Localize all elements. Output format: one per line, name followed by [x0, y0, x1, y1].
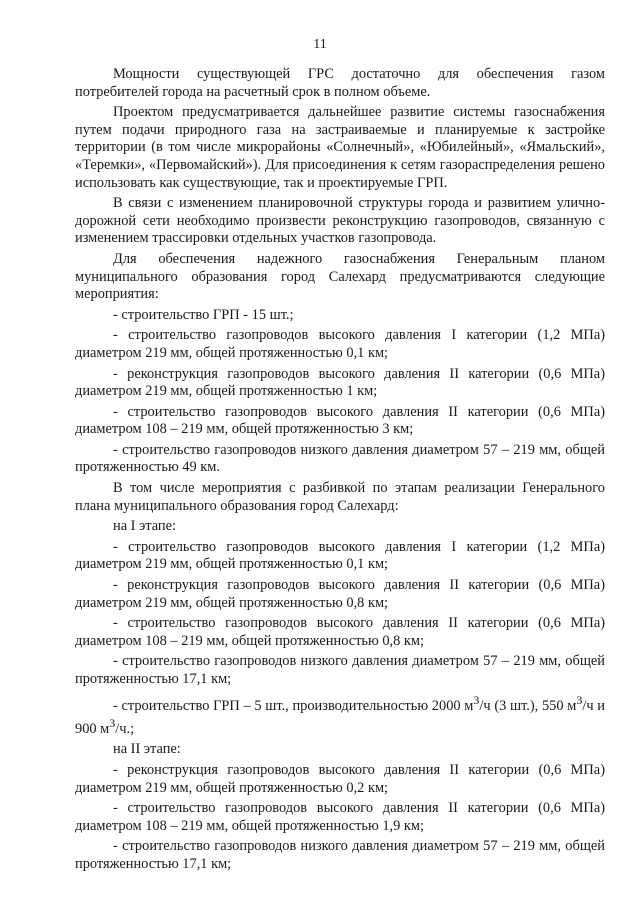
cubic-superscript: 3 — [473, 692, 480, 707]
grp-text-part: /ч и 900 м — [75, 697, 605, 737]
list-item-grp-stage-1 — [75, 692, 605, 739]
grp-text-part: - строительство ГРП – 5 шт., производительностью 2000 м — [113, 697, 474, 714]
list-item: - строительство газопроводов высокого давления II категории (0,6 МПа) диаметром 108 – 219 мм, общей протяженностью 1,9 км; — [75, 800, 605, 834]
cubic-superscript: 3 — [576, 692, 583, 707]
list-item: - строительство газопроводов высокого давления II категории (0,6 МПа) диаметром 108 – 219 мм, общей протяженностью 3 км; — [75, 403, 605, 438]
list-item: - строительство газопроводов низкого давления диаметром 57 – 219 мм, общей протяженностью 17,1 км; — [75, 838, 605, 872]
list-item: - реконструкция газопроводов высокого давления II категории (0,6 МПа) диаметром 219 мм, общей протяженностью 1 км; — [75, 365, 605, 400]
cubic-superscript: 3 — [109, 715, 116, 730]
page-number: 11 — [313, 37, 327, 52]
grp-text-part: /ч (3 шт.), 550 м — [479, 697, 577, 714]
stage-2-label: на II этапе: — [113, 741, 181, 758]
stage-1-label: на I этапе: — [113, 518, 177, 535]
paragraph-reconstruction: В связи с изменением планировочной структуры города и развитием улично-дорожной сети необходимо произвести реконструкцию газопроводов, связанную с изменением трассировки отдельных участков газопровода. — [75, 195, 605, 247]
paragraph-gas-development: Проектом предусматривается дальнейшее развитие системы газоснабжения путем подачи природного газа на застраиваемые и планируемые к застройке территории (в том числе микрорайоны «Солнечный», «Юбилейный», «Ямальский», «Теремки», «Первомайский»). Для присоединения к сетям газораспределения решено использовать как существующие, так и проектируемые ГРП. — [75, 104, 605, 191]
list-item: - строительство газопроводов низкого давления диаметром 57 – 219 мм, общей протяженностью 17,1 км; — [75, 653, 605, 687]
list-item: - строительство ГРП - 15 шт.; — [113, 306, 294, 323]
document-body — [75, 66, 605, 877]
list-item: - реконструкция газопроводов высокого давления II категории (0,6 МПа) диаметром 219 мм, общей протяженностью 0,2 км; — [75, 761, 605, 796]
list-item: - строительство газопроводов высокого давления I категории (1,2 МПа) диаметром 219 мм, общей протяженностью 0,1 км; — [75, 538, 605, 573]
paragraph-stages-intro: В том числе мероприятия с разбивкой по этапам реализации Генерального плана муниципального образования город Салехард: — [75, 480, 605, 514]
list-item: - реконструкция газопроводов высокого давления II категории (0,6 МПа) диаметром 219 мм, общей протяженностью 0,8 км; — [75, 577, 605, 611]
list-item: - строительство газопроводов низкого давления диаметром 57 – 219 мм, общей протяженностью 49 км. — [75, 441, 605, 476]
list-item: - строительство газопроводов высокого давления I категории (1,2 МПа) диаметром 219 мм, общей протяженностью 0,1 км; — [75, 327, 605, 361]
paragraph-grs-capacity: Мощности существующей ГРС достаточно для обеспечения газом потребителей города на расчетный срок в полном объеме. — [75, 66, 605, 100]
paragraph-measures-intro: Для обеспечения надежного газоснабжения Генеральным планом муниципального образования город Салехард предусматриваются следующие мероприятия: — [75, 250, 605, 303]
list-item: - строительство газопроводов высокого давления II категории (0,6 МПа) диаметром 108 – 219 мм, общей протяженностью 0,8 км; — [75, 615, 605, 649]
grp-text-part: /ч.; — [115, 720, 135, 737]
